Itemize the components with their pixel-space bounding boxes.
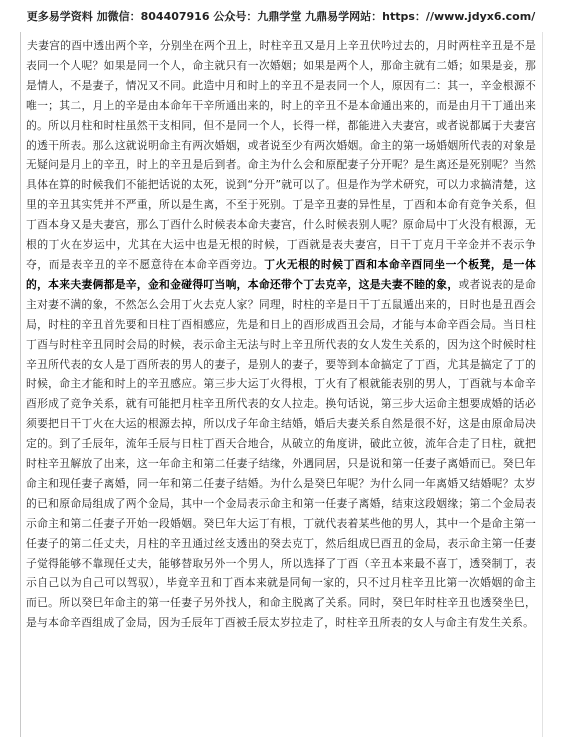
body-bold-passage: 丁火无根的时候丁酉和本命辛酉同坐一个板凳，是一体的，本来夫妻俩都是辛，金和金碰得叮当响，本命还带个丁去克辛，这是夫妻不睦的象， (26, 257, 536, 291)
left-margin-rule (20, 32, 21, 737)
body-paragraph-part-2: 或者说表的是命主对妻不满的象，不然怎么会用丁火去克人家？同理，时柱的辛是日干丁五鼠遁出来的，日时也是丑酉会局，时柱的辛丑首先要和日柱丁酉相感应，先是和日上的酉形成酉丑会局，才能与本命辛酉会局。当日柱丁酉与时柱辛丑同时会局的时候，表示命主无法与时上辛丑所代表的女人发生关系的，因为这个时候时柱辛丑所代表的女人是丁酉所表的男人的妻子，是别人的妻子，要等到本命搞定了丁酉，尤其是搞定了丁的时候，命主才能和时上的辛丑感应。第三步大运丁火得根，丁火有了根就能表别的男人，丁酉就与本命辛酉形成了竞争关系，就有可能把月柱辛丑所代表的女人拉走。换句话说，第三步大运命主想要成婚的话必须要把日干丁火在大运的根源去掉，所以戊子年命主结婚，婚后夫妻关系自然是很不好，这是由原命局决定的。到了壬辰年，流年壬辰与日柱丁酉天合地合，从破立的角度讲，破此立彼，流年合走了日柱，就把时柱辛丑解放了出来，这一年命主和第二任妻子结缘，外遇同居，只是说和第一任妻子离婚而已。癸巳年命主和现任妻子离婚，同一年和第二任妻子结婚。为什么是癸巳年呢？为什么同一年离婚又结婚呢？太岁的已和原命局组成了两个金局，其中一个金局表示命主和第一任妻子离婚，结束这段姻缘；第二个金局表示命主和第二任妻子开始一段婚姻。癸巳年大运丁有根，丁就代表着某些他的男人，其中一个是命主第一任妻子的第二任丈夫，月柱的辛丑通过丝支透出的癸去克丁，然后组成巳酉丑的金局，表示命主第一任妻子觉得能够不靠现任丈夫，能够替取另外一个男人，所以选择了丁酉（辛丑本来最不喜丁，透癸制丁，表示自己以为自己可以驾驭），毕竟辛丑和丁酉本来就是同甸一家的，只不过月柱辛丑比第一次婚姻的命主而已。所以癸巳年命主的第一任妻子另外找人，和命主脱离了关系。同时，癸巳年时柱辛丑也透癸坐巳，是与本命辛酉组成了金局，因为壬辰年丁酉被壬辰太岁拉走了，时柱辛丑所表的女人与命主有发生关系。 (26, 277, 536, 630)
page-header: 更多易学资料 加微信：804407916 公众号：九鼎学堂 九鼎易学网站：https：//www.jdyx6.com/ (26, 10, 536, 23)
right-margin-rule (542, 32, 543, 737)
document-body (26, 36, 536, 734)
body-paragraph-part-1: 夫妻宫的酉中透出两个辛，分别坐在两个丑上，时柱辛丑又是月上辛丑伏吟过去的，月时两柱辛丑是不是表同一个人呢？如果是同一个人，命主就只有一次婚姻；如果是两个人，那命主就有二婚；如果是妾，那是情人，不是妻子，情况又不同。此造中月和时上的辛丑不是表同一个人，原因有二：其一，辛金根源不唯一；其二，月上的辛是由本命年干辛所通出来的，时上的辛丑不是本命通出来的，而是由月干丁通出来的。所以月柱和时柱虽然干支相同，但不是同一个人，长得一样，都能进入夫妻宫，或者说都属于夫妻宫的透干所表。那么这就说明命主有两次婚姻，或者说至少有两次婚姻。命主的第一场婚姻所代表的对象是无疑问是月上的辛丑，时上的辛丑是后到者。命主为什么会和原配妻子分开呢？是生离还是死别呢？当然具体在算的时候我们不能把话说的太死，说到“分开”就可以了。但是作为学术研究，可以力求搞清楚，这里的辛丑其实凭并不严重，所以是生离，不至于死别。丁是辛丑妻的异性星，丁酉和本命有竞争关系，但丁酉本身又是夫妻宫，那么丁酉什么时候表本命夫妻宫，什么时候表别人呢？原命局中丁火没有根源，无根的丁火在岁运中，尤其在大运中也是无根的时候，丁酉就是表夫妻宫，日干丁克月干辛金并不表示争夺，而是表辛丑的辛不愿意待在本命辛酉旁边。 (26, 39, 536, 271)
